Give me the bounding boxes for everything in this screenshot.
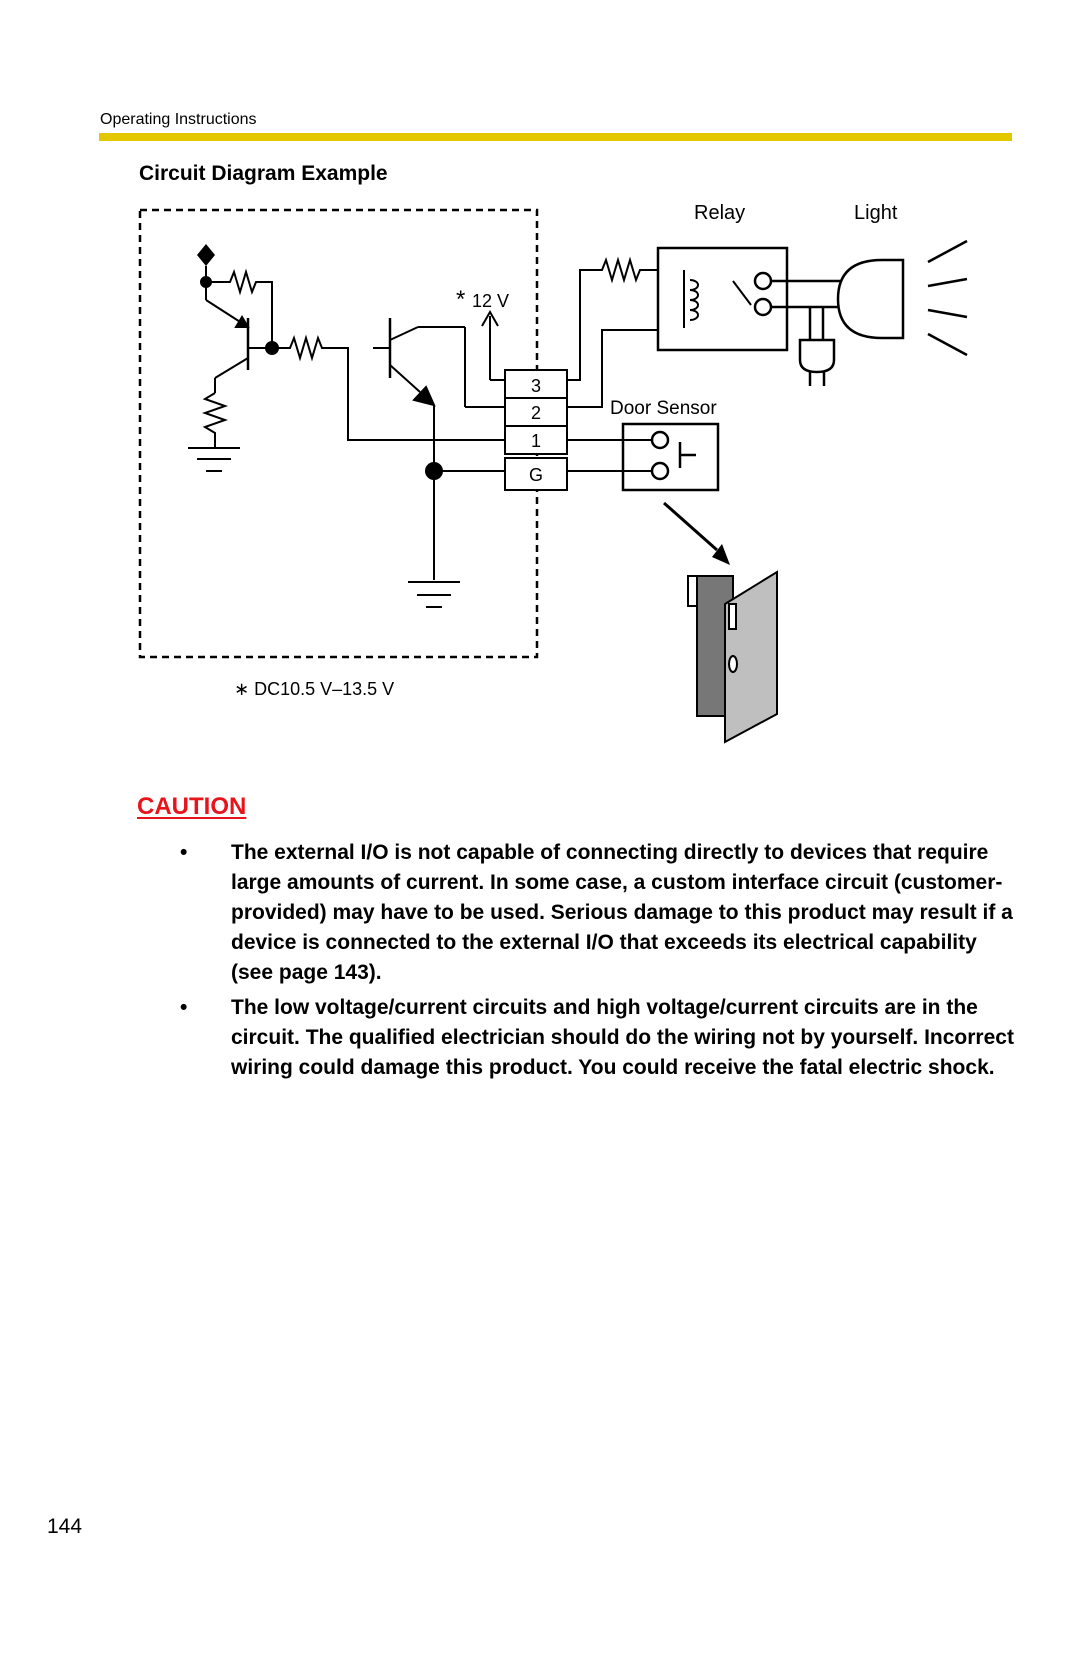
caution-item xyxy=(180,838,1020,988)
relay-icon xyxy=(658,248,787,350)
caution-item-text: The low voltage/current circuits and high voltage/current circuits are in the circuit. The qualified electrician should do the wiring not by yourself. Incorrect wiring could damage this product. You could receive the fatal electric shock. xyxy=(231,996,1014,1079)
door-sensor-icon xyxy=(623,424,718,490)
terminal-block xyxy=(505,370,567,490)
plug-icon xyxy=(800,340,834,372)
caution-item xyxy=(180,993,1020,1083)
caution-list xyxy=(180,838,1020,1088)
section-title: Circuit Diagram Example xyxy=(139,162,388,185)
resistor-icon xyxy=(205,393,225,447)
input-diamond-icon xyxy=(197,244,215,266)
voltage-footnote: ∗ DC10.5 V–13.5 V xyxy=(234,679,395,699)
lamp-icon xyxy=(838,260,903,338)
door-sensor-label: Door Sensor xyxy=(610,398,717,419)
bullet-symbol: • xyxy=(180,841,188,864)
transistor-arrow-icon xyxy=(236,317,248,327)
resistor-icon xyxy=(206,272,272,348)
light-label: Light xyxy=(854,202,898,224)
terminal-label-3: 3 xyxy=(530,376,542,396)
caution-heading: CAUTION xyxy=(137,793,247,820)
door-icon xyxy=(688,572,777,742)
relay-label: Relay xyxy=(694,202,746,224)
page-number: 144 xyxy=(47,1515,83,1538)
supply-voltage-label: 12 V xyxy=(472,291,510,311)
terminal-label-g: G xyxy=(528,465,544,485)
camera-boundary xyxy=(140,210,537,657)
light-circuit xyxy=(771,241,967,386)
resistor-icon xyxy=(272,338,505,440)
supply-marker: * xyxy=(456,286,466,313)
bullet-symbol: • xyxy=(180,996,188,1019)
terminal-label-2: 2 xyxy=(530,403,542,423)
running-header: Operating Instructions xyxy=(100,111,257,128)
circuit-diagram xyxy=(0,0,1080,760)
terminal-label-1: 1 xyxy=(530,431,542,451)
caution-item-text: The external I/O is not capable of connecting directly to devices that require large amounts of current. In some case, a custom interface circuit (customer-provided) may have to be used. Serious damage to this product may result if a device is connected to the external I/O that exceeds its electrical capability (see page 143). xyxy=(231,841,1013,984)
